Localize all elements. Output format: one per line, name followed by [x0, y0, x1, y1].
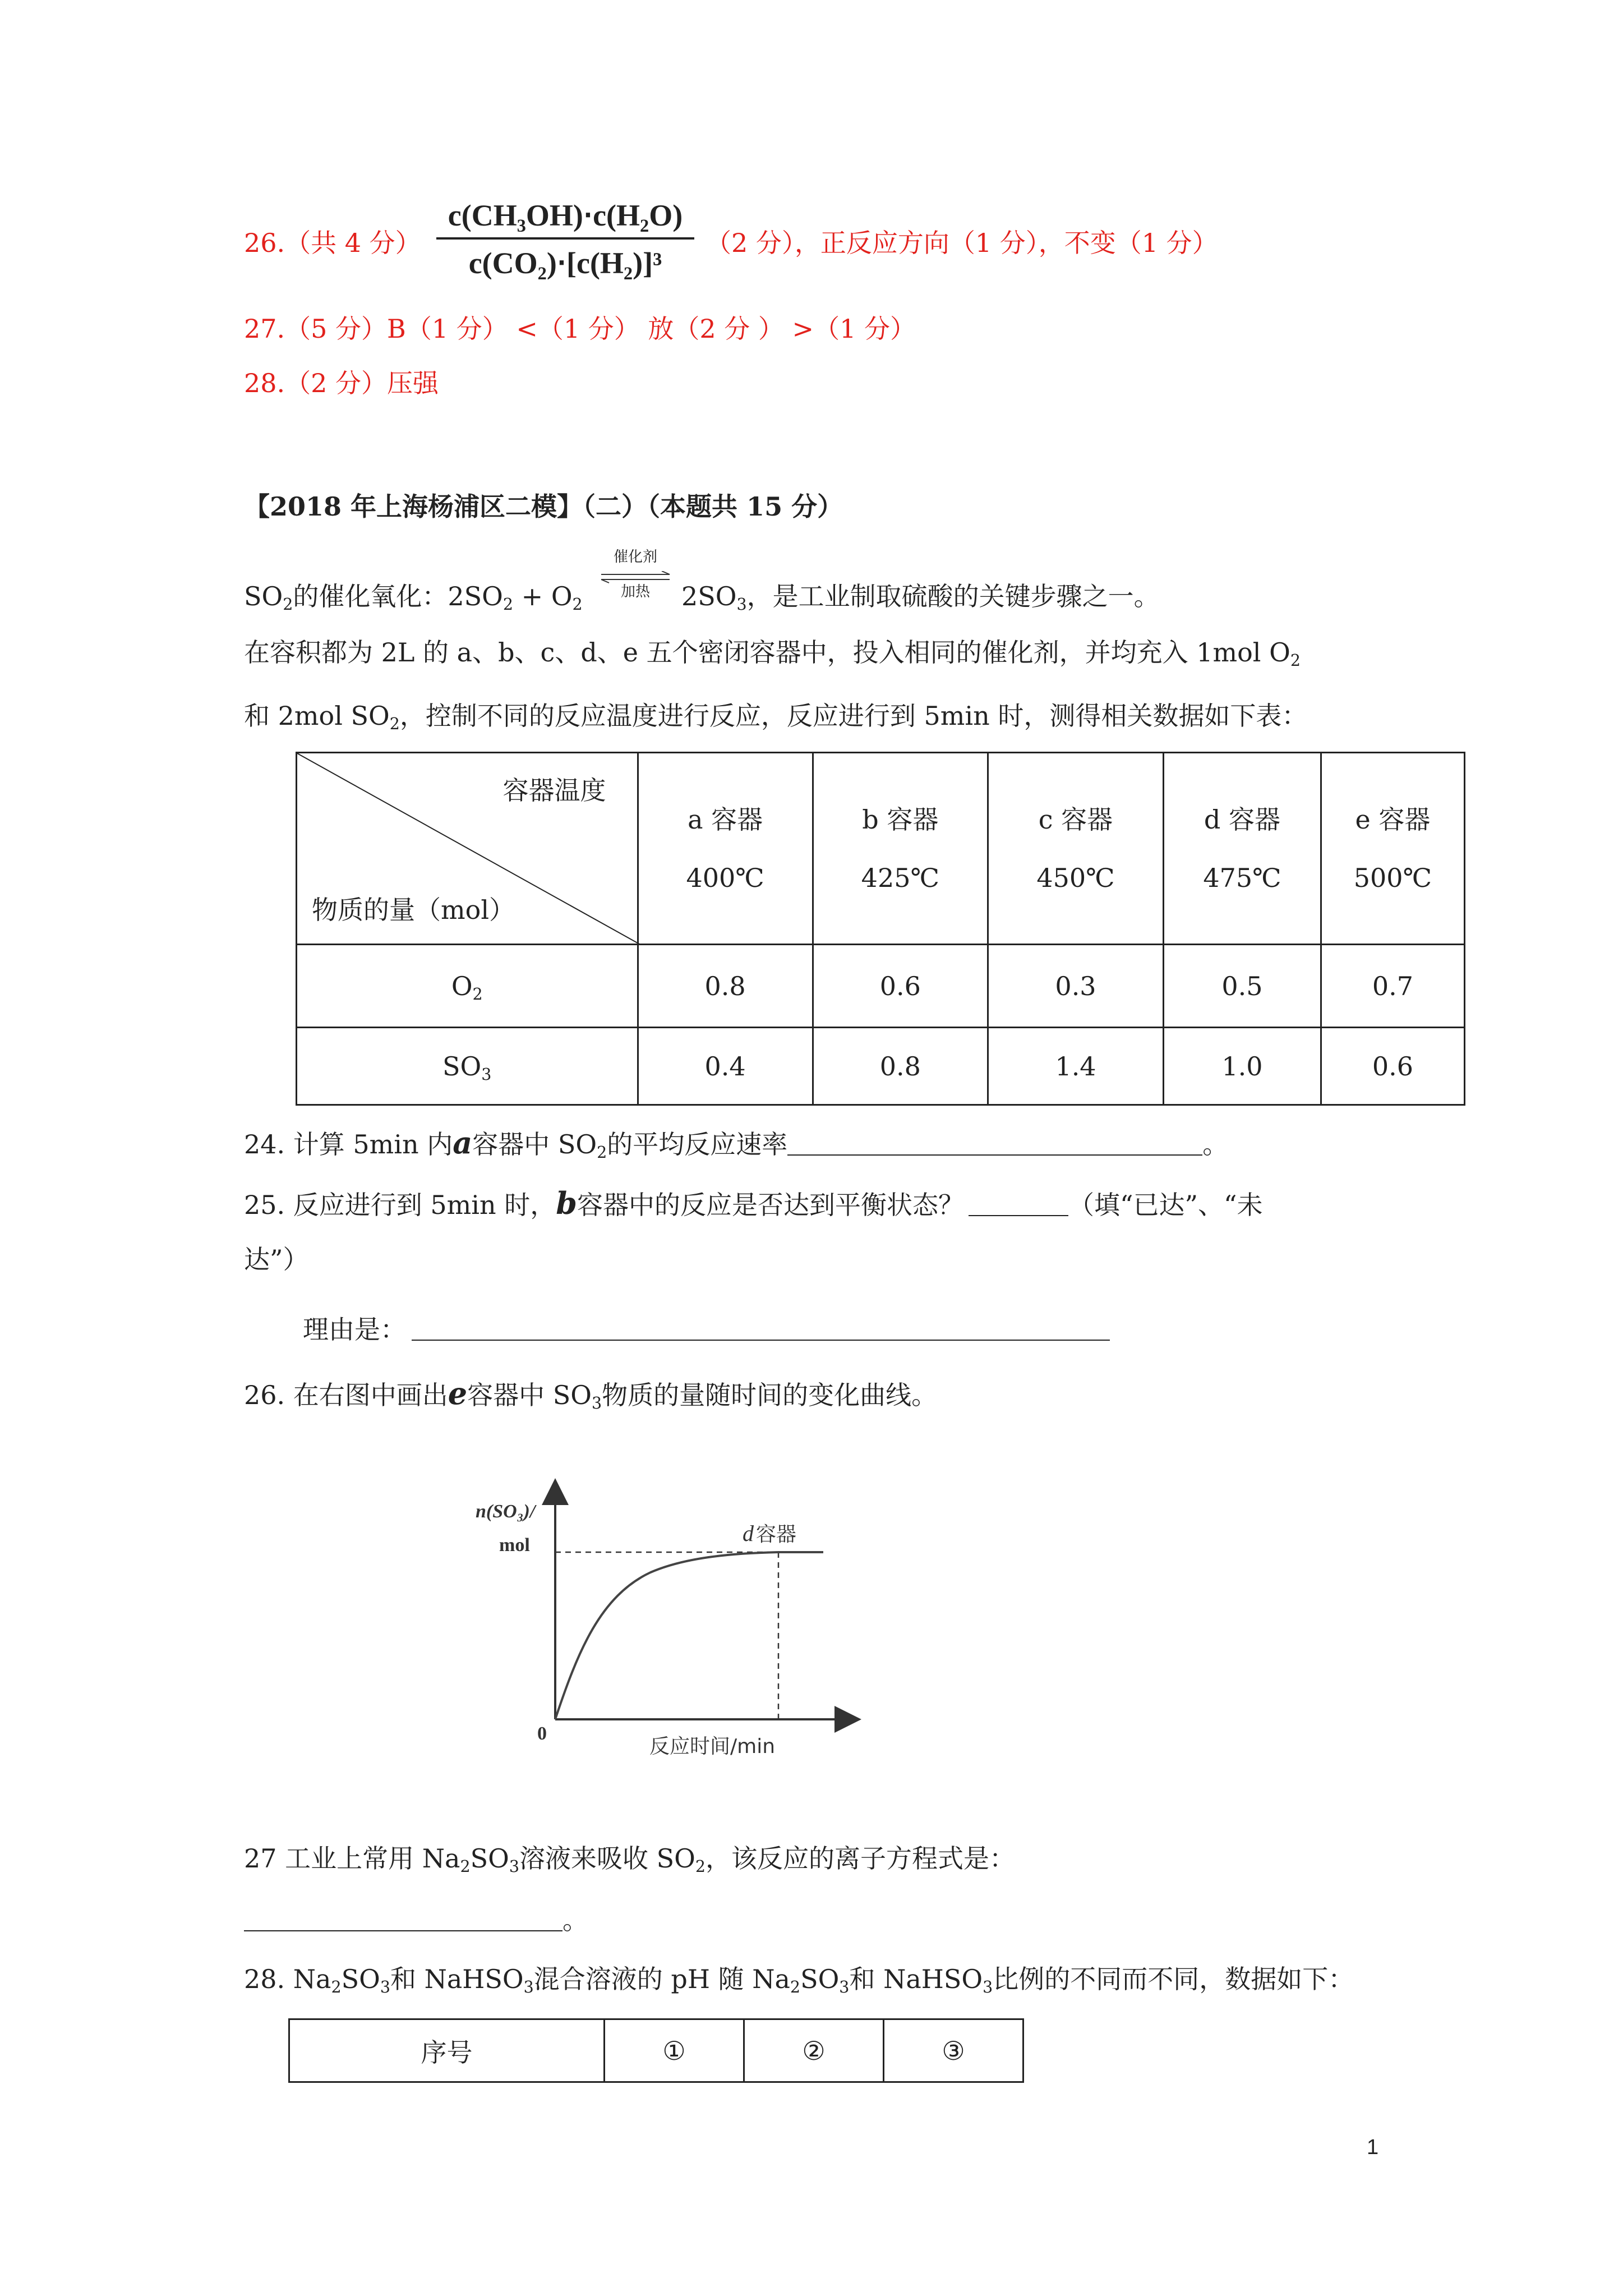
row-label-text: O	[451, 970, 473, 1001]
catalyst-label: 催化剂	[613, 549, 657, 565]
table-cell: 0.4	[638, 1028, 813, 1105]
question-27	[244, 1843, 1016, 1876]
q24-text: 容器中 SO	[472, 1129, 597, 1159]
q28-text: SO	[800, 1964, 840, 1994]
subscript: 3	[736, 595, 747, 614]
question-27-answer-line	[244, 1907, 588, 1933]
fraction-numerator: c(CH₃OH)⋅c(H₂O)	[448, 199, 683, 232]
container-header	[1164, 753, 1321, 945]
equilibrium-constant-fraction	[436, 197, 694, 280]
intro-text: 的催化氧化：2SO	[293, 581, 503, 611]
q25-reason-label: 理由是：	[303, 1314, 406, 1345]
table-cell: 0.6	[813, 945, 988, 1028]
q27-text: 27 工业上常用 Na	[244, 1843, 460, 1874]
q24-variable: a	[453, 1125, 473, 1161]
fraction-denominator: c(CO₂)⋅[c(H₂)]³	[468, 246, 662, 280]
intro-text: ，控制不同的反应温度进行反应，反应进行到 5min 时，测得相关数据如下表：	[399, 701, 1308, 731]
container-temp: 500℃	[1353, 862, 1432, 893]
intro-line-2	[244, 637, 1301, 670]
x-axis-label: 反应时间/min	[649, 1735, 776, 1758]
question-24	[244, 1125, 1229, 1162]
table-row	[297, 1028, 1465, 1105]
container-header	[638, 753, 813, 945]
q25-variable: b	[556, 1185, 578, 1221]
page-number: 1	[1367, 2136, 1379, 2159]
container-header	[1321, 753, 1464, 945]
table-cell: 0.7	[1321, 945, 1464, 1028]
subscript: 2	[597, 1143, 607, 1162]
intro-line-1-end	[681, 581, 1160, 614]
q28-text: 和 NaHSO	[390, 1964, 524, 1994]
q27-text: 溶液来吸收 SO	[519, 1843, 695, 1874]
subscript: 2	[790, 1977, 801, 1996]
q28-text: 和 NaHSO	[849, 1964, 983, 1994]
curve-label: 容器	[756, 1523, 797, 1546]
table-cell: 0.8	[638, 945, 813, 1028]
subscript: 2	[460, 1857, 471, 1876]
table-header-cell: 序号	[289, 2019, 605, 2082]
container-name: e 容器	[1355, 804, 1431, 835]
question-28	[244, 1964, 1354, 1996]
row-label	[297, 945, 638, 1028]
subscript: 3	[839, 1977, 850, 1996]
container-temp: 425℃	[861, 862, 939, 893]
q25-text: 25. 反应进行到 5min 时，	[244, 1190, 556, 1220]
container-name: d 容器	[1204, 804, 1280, 835]
container-temp: 400℃	[686, 862, 764, 893]
corner-top-label: 容器温度	[502, 775, 606, 806]
container-name: b 容器	[862, 804, 939, 835]
subscript: 2	[472, 984, 483, 1004]
container-header	[813, 753, 988, 945]
section-title: 【2018 年上海杨浦区二模】（二）（本题共 15 分）	[244, 491, 843, 522]
table-cell: 1.0	[1164, 1028, 1321, 1105]
subscript: 3	[509, 1857, 519, 1876]
corner-bottom-label: 物质的量（mol）	[312, 895, 515, 925]
table-header-cell: ③	[883, 2019, 1023, 2082]
subscript: 3	[592, 1393, 602, 1412]
answer-26-prefix: 26.（共 4 分）	[244, 228, 421, 258]
question-26	[244, 1375, 938, 1412]
subscript: 2	[572, 595, 583, 614]
q26-text: 物质的量随时间的变化曲线。	[602, 1380, 938, 1410]
q26-variable: e	[448, 1375, 468, 1411]
intro-text: 2SO	[681, 581, 737, 611]
curve-label-variable: d	[743, 1521, 754, 1546]
question-25	[244, 1185, 1263, 1221]
origin-label: 0	[537, 1723, 547, 1744]
heat-label: 加热	[620, 583, 650, 600]
ph-data-table	[288, 2018, 1024, 2083]
container-name: a 容器	[688, 804, 763, 835]
intro-text: 和 2mol SO	[244, 701, 390, 731]
table-header-row	[297, 753, 1465, 945]
table-header-row	[289, 2019, 1023, 2082]
intro-text: ，是工业制取硫酸的关键步骤之一。	[746, 581, 1160, 611]
q26-text: 容器中 SO	[467, 1380, 592, 1410]
subscript: 3	[481, 1065, 492, 1084]
q25-text: 容器中的反应是否达到平衡状态？	[577, 1190, 965, 1220]
answer-26-suffix: （2 分），正反应方向（1 分），不变（1 分）	[706, 228, 1218, 258]
intro-line-3	[244, 701, 1308, 733]
table-cell: 0.3	[988, 945, 1163, 1028]
q24-answer-blank[interactable]	[787, 1134, 1202, 1156]
table-header-cell: ②	[744, 2019, 883, 2082]
q24-text: 。	[1202, 1129, 1229, 1159]
container-name: c 容器	[1038, 804, 1113, 835]
q25-answer-blank[interactable]	[969, 1195, 1068, 1216]
y-axis-label: n(SO₃)/	[476, 1501, 536, 1522]
q28-text: SO	[341, 1964, 380, 1994]
subscript: 3	[380, 1977, 390, 1996]
intro-line-1	[244, 581, 583, 614]
q25-reason-blank[interactable]	[412, 1319, 1110, 1341]
intro-text: 在容积都为 2L 的 a、b、c、d、e 五个密闭容器中，投入相同的催化剂，并均充入 1mol O	[244, 637, 1290, 668]
table-cell: 1.4	[988, 1028, 1163, 1105]
q24-text: 24. 计算 5min 内	[244, 1129, 453, 1159]
answer-28: 28.（2 分）压强	[244, 368, 439, 398]
question-25-line2: 达”）	[244, 1244, 309, 1274]
q24-text: 的平均反应速率	[607, 1129, 788, 1159]
container-temp: 475℃	[1203, 862, 1281, 893]
q25-text: （填“已达”、“未	[1068, 1190, 1263, 1220]
subscript: 3	[523, 1977, 534, 1996]
q28-text: 28. Na	[244, 1964, 331, 1994]
container-header	[988, 753, 1163, 945]
d-container-curve	[555, 1552, 823, 1719]
container-temp: 450℃	[1036, 862, 1115, 893]
subscript: 2	[283, 595, 293, 614]
question-25-reason	[303, 1314, 1110, 1345]
intro-text: SO	[244, 581, 283, 611]
y-axis-unit: mol	[499, 1535, 530, 1556]
table-cell: 0.6	[1321, 1028, 1464, 1105]
table-corner-cell	[297, 753, 638, 945]
subscript: 2	[695, 1857, 706, 1876]
table-row	[297, 945, 1465, 1028]
reversible-arrow-icon	[599, 571, 672, 583]
q26-text: 26. 在右图中画出	[244, 1380, 448, 1410]
table-header-cell: ①	[604, 2019, 744, 2082]
q27-text: 。	[562, 1905, 588, 1935]
reaction-graph	[471, 1467, 875, 1759]
data-table	[296, 752, 1465, 1106]
table-cell: 0.8	[813, 1028, 988, 1105]
q28-text: 比例的不同而不同，数据如下：	[993, 1964, 1354, 1994]
q27-text: ，该反应的离子方程式是：	[706, 1843, 1016, 1874]
subscript: 2	[502, 595, 514, 614]
q27-text: SO	[470, 1843, 509, 1874]
subscript: 2	[1290, 651, 1301, 670]
q28-text: 混合溶液的 pH 随 Na	[533, 1964, 790, 1994]
intro-text: + O	[513, 581, 573, 611]
row-label-text: SO	[442, 1051, 482, 1082]
q27-answer-blank[interactable]	[244, 1910, 562, 1931]
subscript: 2	[331, 1977, 342, 1996]
subscript: 3	[983, 1977, 993, 1996]
row-label	[297, 1028, 638, 1105]
subscript: 2	[389, 714, 400, 733]
table-cell: 0.5	[1164, 945, 1321, 1028]
answer-27: 27.（5 分）B（1 分） <（1 分） 放（2 分 ） >（1 分）	[244, 314, 916, 344]
